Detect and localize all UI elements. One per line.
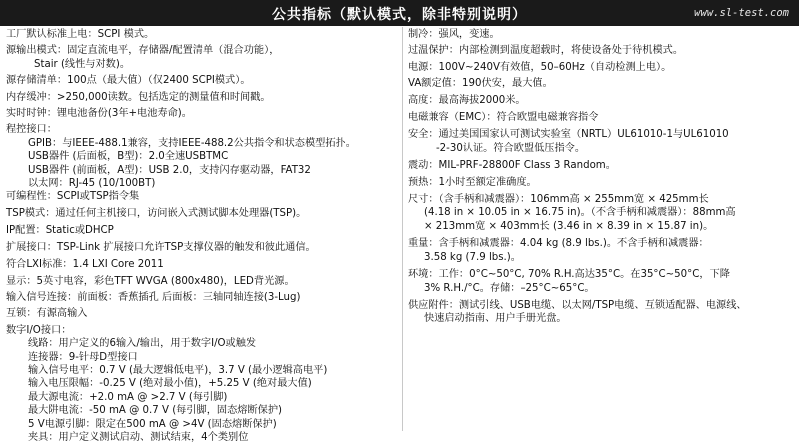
- watermark-url: www.sl-test.com: [694, 7, 789, 19]
- spec-dio-connector: 连接器：9-针母D型接口: [28, 351, 138, 363]
- spec-altitude: 高度：最高海拔2000米。: [408, 94, 526, 106]
- spec-environment-cont: 3% R.H./°C。存储：–25°C~65°C。: [424, 282, 595, 294]
- spec-dio-5v: 5 V电源引脚：限定在500 mA @ >4V (固态熔断保护): [28, 418, 277, 430]
- spec-warmup: 预热：1小时至额定准确度。: [408, 176, 537, 188]
- spec-lxi: 符合LXI标准：1.4 LXI Core 2011: [6, 259, 164, 271]
- spec-emc: 电磁兼容（EMC）：符合欧盟电磁兼容指令: [408, 112, 599, 124]
- spec-dio-lines: 线路：用户定义的6输入/输出，用于数字I/O或触发: [28, 338, 257, 350]
- spec-weight-cont: 3.58 kg (7.9 lbs.)。: [424, 251, 521, 263]
- spec-prog-interface-label: 程控接口：: [6, 124, 57, 136]
- spec-memory-buffer: 内存缓冲：>250,000读数。包括选定的测量值和时间戳。: [6, 91, 271, 103]
- spec-display: 显示：5英寸电容，彩色TFT WVGA (800x480)，LED背光源。: [6, 275, 295, 287]
- spec-dimensions: 尺寸：（含手柄和减震器）：106mm高 × 255mm宽 × 425mm长: [408, 194, 709, 206]
- spec-dio-input-level: 输入信号电平：0.7 V (最大逻辑低电平)，3.7 V (最小逻辑高电平): [28, 364, 328, 376]
- spec-dio-input-limit: 输入电压限幅：-0.25 V (绝对最小值)，+5.25 V (绝对最大值): [28, 378, 312, 390]
- spec-digital-io-label: 数字I/O接口：: [6, 324, 72, 336]
- spec-header-bar: [0, 0, 799, 26]
- spec-prog-language: 可编程性：SCPI或TSP指令集: [6, 191, 140, 203]
- spec-safety: 安全：通过美国国家认可测试实验室（NRTL）UL61010-1与UL61010: [408, 129, 729, 141]
- spec-interlock: 互锁：有源高输入: [6, 308, 88, 320]
- spec-dimensions-cont-2: × 213mm宽 × 403mm长 (3.46 in × 8.39 in × 15.87 in)。: [424, 220, 714, 232]
- page-title: 公共指标（默认模式，除非特别说明）: [272, 7, 527, 23]
- spec-va-rating: VA额定值：190伏安，最大值。: [408, 78, 553, 90]
- spec-ip-config: IP配置：Static或DHCP: [6, 225, 114, 237]
- spec-source-output-mode-cont: Stair (线性与对数)。: [34, 58, 131, 70]
- spec-safety-cont: -2-30认证。符合欧盟低压指令。: [436, 142, 586, 154]
- spec-source-output-mode: 源输出模式：固定直流电平，存储器/配置清单（混合功能），: [6, 45, 280, 57]
- spec-dimensions-cont-1: (4.18 in × 10.05 in × 16.75 in)。（不含手柄和减震器）：88mm高: [424, 207, 736, 219]
- spec-input-signal: 输入信号连接：前面板：香蕉插孔 后面板：三轴同轴连接(3-Lug): [6, 291, 301, 303]
- spec-overtemp: 过温保护：内部检测到温度超载时，将使设备处于待机模式。: [408, 45, 684, 57]
- spec-accessories: 供应附件：测试引线、USB电缆、以太网/TSP电缆、互锁适配器、电源线、: [408, 299, 747, 311]
- spec-usb-front: USB器件 (前面板，A型)：USB 2.0，支持闪存驱动器，FAT32: [28, 164, 311, 176]
- left-spec-column: [6, 28, 398, 444]
- right-spec-column: [408, 28, 794, 326]
- spec-default-power-on: 工厂默认标准上电：SCPI 模式。: [6, 29, 155, 40]
- spec-expansion: 扩展接口：TSP-Link 扩展接口允许TSP支撑仪器的触发和彼此通信。: [6, 241, 316, 253]
- spec-source-memory: 源存储清单：100点（最大值）（仅2400 SCPI模式）。: [6, 75, 251, 87]
- spec-usb-rear: USB器件 (后面板，B型)：2.0全速USBTMC: [28, 151, 229, 163]
- spec-power: 电源：100V~240V有效值，50–60Hz（自动检测上电）。: [408, 61, 672, 73]
- spec-cooling: 制冷：强风，变速。: [408, 29, 500, 40]
- spec-dio-max-sink: 最大阱电流：-50 mA @ 0.7 V (每引脚，固态熔断保护): [28, 405, 283, 417]
- spec-environment: 环境：工作：0°C~50°C, 70% R.H.高达35°C。在35°C~50°C，下降: [408, 269, 730, 281]
- spec-dio-max-source: 最大源电流：+2.0 mA @ >2.7 V (每引脚): [28, 391, 228, 403]
- spec-realtime-clock: 实时时钟：锂电池备份(3年+电池寿命)。: [6, 108, 192, 120]
- spec-ethernet: 以太网：RJ-45 (10/100BT): [28, 178, 156, 190]
- spec-tsp-mode: TSP模式：通过任何主机接口，访问嵌入式测试脚本处理器(TSP)。: [6, 207, 307, 219]
- spec-weight: 重量：含手柄和减震器：4.04 kg (8.9 lbs.)。不含手柄和减震器：: [408, 238, 709, 250]
- spec-vibration: 震动：MIL-PRF-28800F Class 3 Random。: [408, 160, 616, 172]
- spec-dio-fixture: 夹具：用户定义测试启动、测试结束，4个类别位: [28, 431, 249, 443]
- column-divider: [402, 27, 403, 431]
- spec-accessories-cont: 快速启动指南、用户手册光盘。: [424, 313, 567, 325]
- spec-gpib: GPIB：与IEEE-488.1兼容，支持IEEE-488.2公共指令和状态模型拓扑。: [28, 137, 356, 149]
